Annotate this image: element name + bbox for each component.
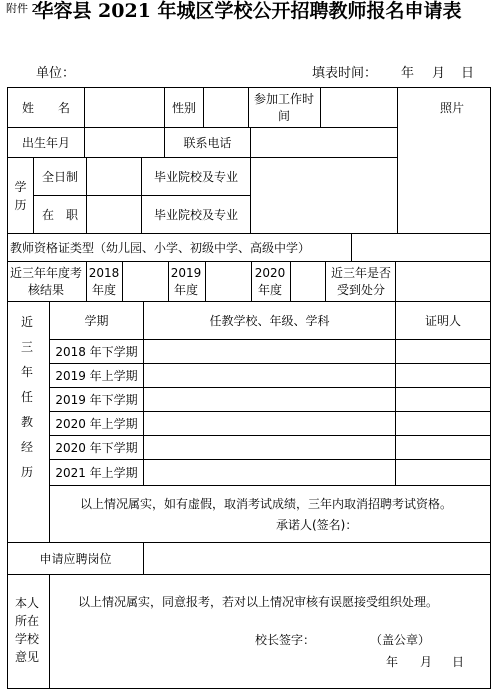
education-label: 学历: [14, 179, 27, 212]
inservice-school-label: 毕业院校及专业: [153, 207, 238, 222]
signature-year-label: 年: [386, 655, 399, 669]
fill-month-label: 月: [432, 66, 446, 81]
signature-month-label: 月: [420, 655, 433, 669]
witness-header: 证明人: [424, 313, 461, 328]
semester-row-label: 2020 年上学期: [55, 416, 138, 431]
position-label: 申请应聘岗位: [39, 551, 112, 566]
school-grade-subject-header: 任教学校、年级、学科: [209, 313, 330, 328]
year-2019-label: 2019年度: [170, 265, 202, 297]
attachment-label: 附件 2: [6, 2, 39, 15]
photo-area[interactable]: [398, 128, 490, 233]
year-2018-label: 2018年度: [88, 265, 120, 297]
punishment-label: 近三年是否受到处分: [330, 265, 391, 297]
semester-row-label: 2019 年上学期: [55, 368, 138, 383]
photo-label: 照片: [439, 100, 464, 115]
seal-label: （盖公章）: [370, 633, 431, 647]
semester-row-label: 2018 年下学期: [55, 344, 138, 359]
semester-row-label: 2021 年上学期: [55, 465, 138, 480]
gender-label: 性别: [171, 100, 196, 115]
school-opinion-text: 以上情况属实，同意报考，若对以上情况审核有误愿接受组织处理。: [78, 595, 439, 609]
fill-day-label: 日: [461, 66, 475, 81]
work-start-label: 参加工作时间: [254, 91, 315, 123]
principal-signature-label: 校长签字：: [255, 633, 316, 647]
position-field[interactable]: [144, 543, 490, 574]
birth-label: 出生年月: [21, 135, 70, 150]
teaching-detail-fields[interactable]: [144, 340, 395, 485]
year-2018-field[interactable]: [123, 262, 168, 301]
declaration-text: 以上情况属实，如有虚假，取消考试成绩，三年内取消招聘考试资格。: [80, 497, 453, 511]
school-opinion-label: 本人所在学校意见: [14, 596, 39, 664]
form-title: 华容县 2021 年城区学校公开招聘教师报名申请表: [34, 0, 462, 22]
promisor-label: 承诺人(签名)：: [276, 518, 358, 532]
fill-year-label: 年: [401, 66, 415, 81]
name-label: 姓 名: [21, 100, 70, 115]
inservice-label: 在 职: [41, 207, 78, 222]
phone-label: 联系电话: [183, 135, 232, 150]
work-start-field[interactable]: [321, 88, 397, 127]
year-2019-field[interactable]: [206, 262, 251, 301]
certificate-field[interactable]: [352, 234, 490, 261]
fulltime-school-label: 毕业院校及专业: [153, 169, 238, 184]
gender-field[interactable]: [204, 88, 248, 127]
certificate-label: 教师资格证类型（幼儿园、小学、初级中学、高级中学）: [10, 240, 311, 255]
semester-row-label: 2020 年下学期: [55, 440, 138, 455]
name-field[interactable]: [85, 88, 164, 127]
unit-label: 单位：: [36, 66, 76, 81]
semester-row-label: 2019 年下学期: [55, 392, 138, 407]
signature-day-label: 日: [452, 655, 465, 669]
fulltime-label: 全日制: [41, 169, 78, 184]
punishment-field[interactable]: [396, 262, 490, 301]
inservice-school-field[interactable]: [251, 196, 397, 233]
fulltime-degree-field[interactable]: [87, 158, 141, 195]
inservice-degree-field[interactable]: [87, 196, 141, 233]
fulltime-school-field[interactable]: [251, 158, 397, 195]
witness-fields[interactable]: [396, 340, 490, 485]
semester-header: 学期: [84, 313, 109, 328]
fill-date-label: 填表时间：: [312, 66, 378, 81]
phone-field[interactable]: [251, 128, 397, 157]
assessment-label: 近三年年度考核结果: [10, 265, 83, 297]
year-2020-field[interactable]: [291, 262, 325, 301]
birth-field[interactable]: [85, 128, 164, 157]
teaching-history-label: 近三年任教经历: [20, 315, 33, 479]
year-2020-label: 2020年度: [254, 265, 286, 297]
